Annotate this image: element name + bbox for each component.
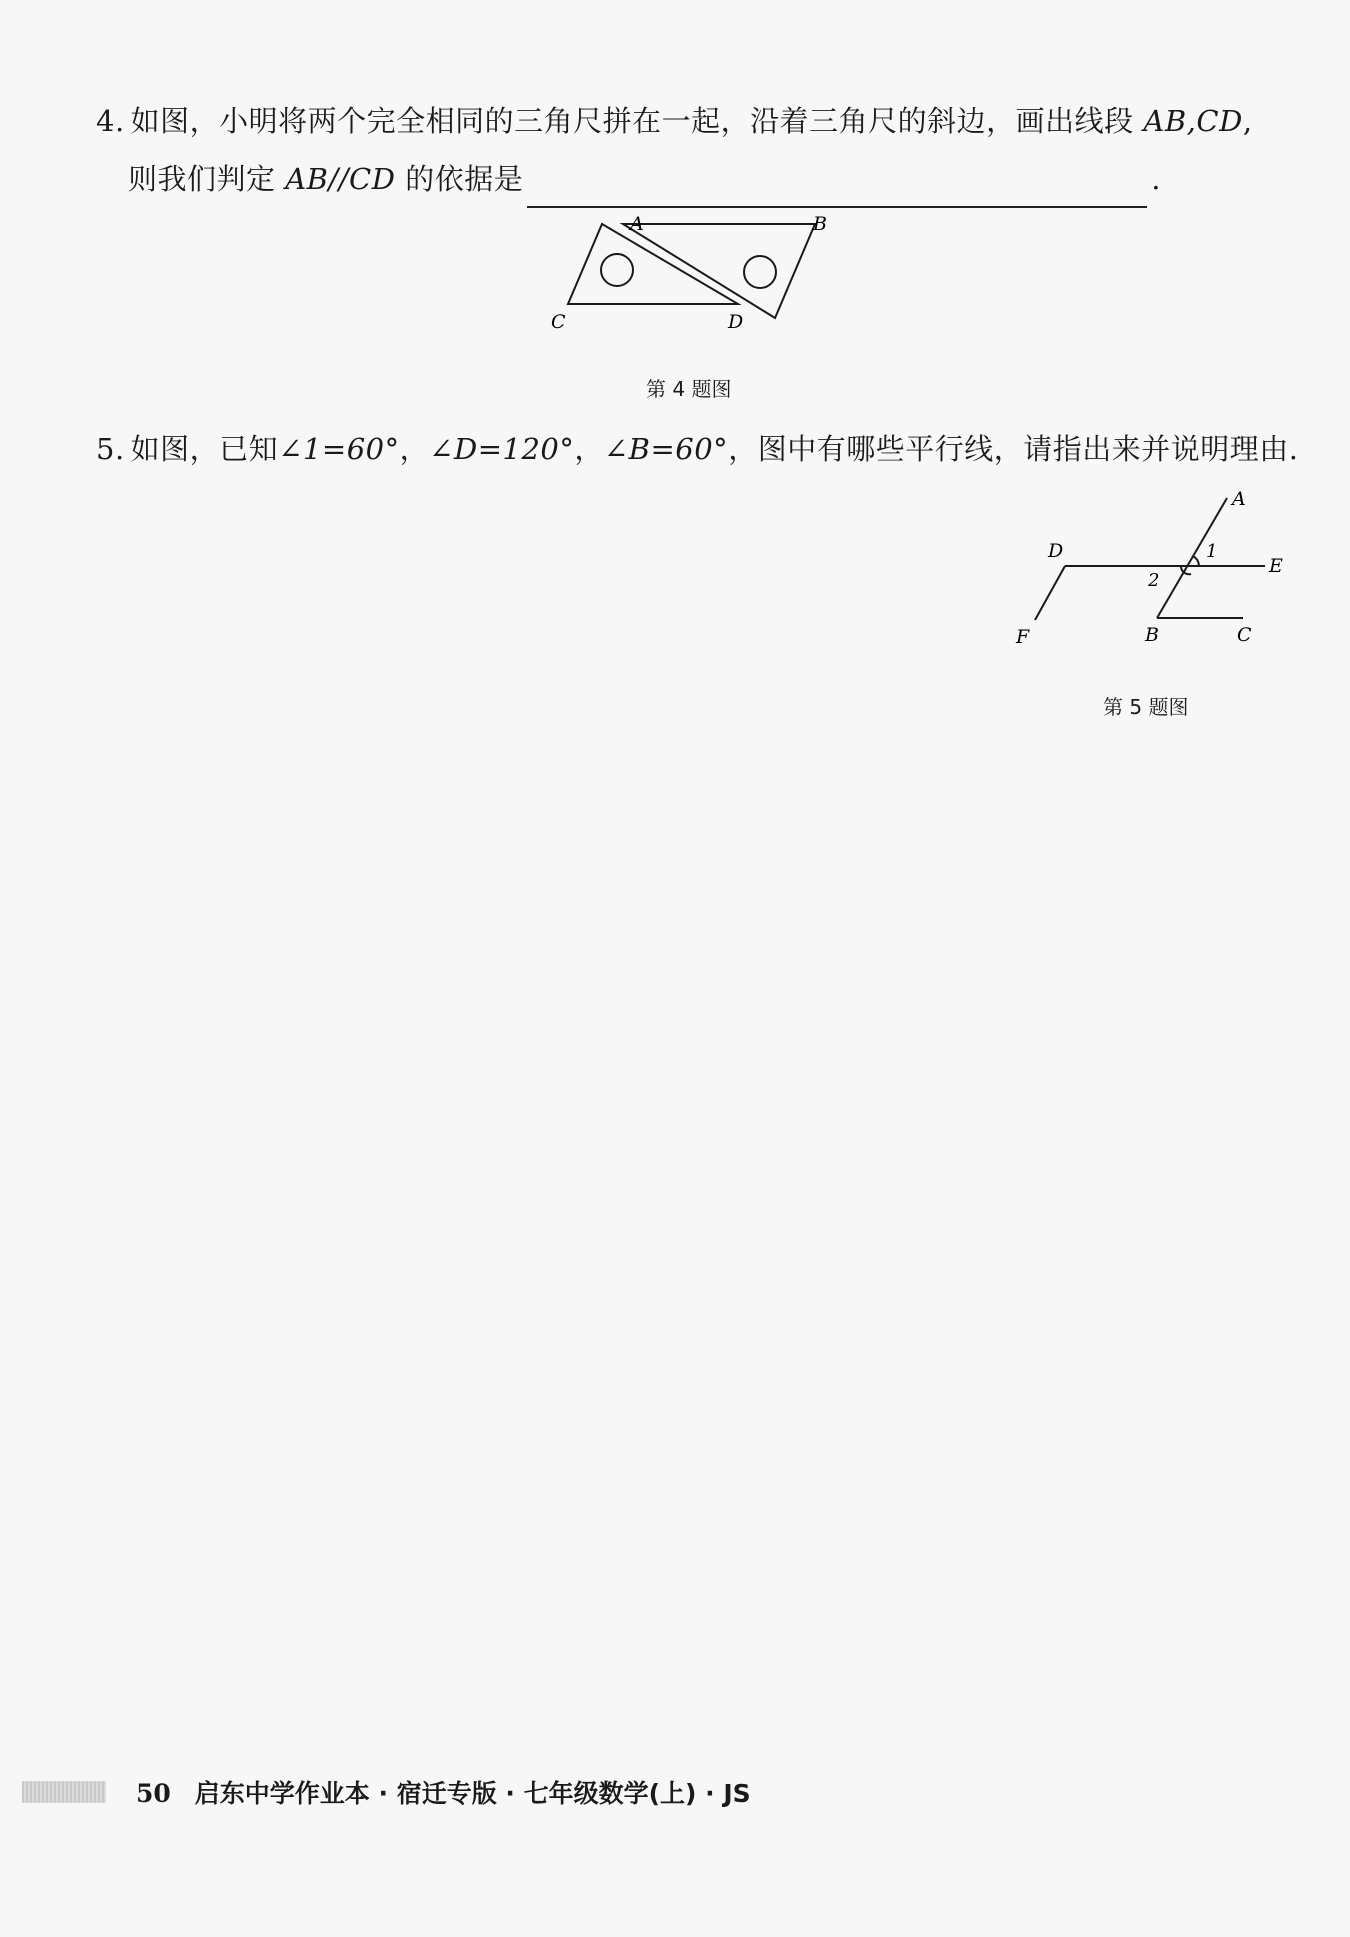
- question-4-parallel-expr: AB//CD: [285, 162, 396, 196]
- label-F5: F: [1016, 626, 1030, 648]
- sep-2: ，: [574, 432, 604, 466]
- angle-1-arc: [1193, 556, 1199, 566]
- angle-B-condition: ∠B=60°: [603, 432, 729, 466]
- question-5: [96, 420, 1316, 478]
- question-4-segments: AB,CD: [1143, 104, 1243, 138]
- question-4-text: 如图，小明将两个完全相同的三角尺拼在一起，沿着三角尺的斜边，画出线段: [130, 104, 1134, 138]
- figure-4-caption: 第 4 题图: [646, 377, 732, 401]
- figure-5: [1005, 480, 1305, 655]
- answer-blank[interactable]: [527, 172, 1147, 208]
- angle-1-condition: ∠1=60°: [278, 432, 400, 466]
- label-C: C: [551, 311, 566, 333]
- question-4-number: 4.: [96, 104, 125, 138]
- figure-4: [545, 210, 845, 335]
- label-angle-1: 1: [1206, 541, 1218, 562]
- angle-D-condition: ∠D=120°: [429, 432, 575, 466]
- page-number: 50: [136, 1779, 171, 1808]
- label-E5: E: [1269, 555, 1283, 577]
- label-B: B: [813, 213, 827, 235]
- question-4-prefix: 则我们判定: [128, 162, 276, 196]
- question-4-suffix: 的依据是: [405, 162, 524, 196]
- question-5-prefix: 如图，已知: [130, 432, 279, 466]
- ruler-hole-1: [601, 254, 633, 286]
- line-DF: [1035, 566, 1065, 620]
- label-A5: A: [1232, 488, 1246, 510]
- figure-5-caption: 第 5 题图: [1103, 695, 1189, 719]
- question-4-line-2: [96, 150, 1296, 208]
- triangle-ruler-1: [568, 224, 738, 304]
- question-4: [96, 92, 1296, 208]
- label-A: A: [630, 213, 644, 235]
- label-C5: C: [1237, 624, 1252, 646]
- label-D5: D: [1048, 540, 1064, 562]
- question-5-suffix: ，图中有哪些平行线，请指出来并说明理由.: [728, 432, 1299, 466]
- label-B5: B: [1145, 624, 1159, 646]
- question-4-period: .: [1151, 162, 1161, 196]
- question-4-line-1: [96, 92, 1296, 150]
- sep-1: ，: [399, 432, 430, 466]
- book-title: 启东中学作业本 · 宿迁专版 · 七年级数学(上) · JS: [194, 1779, 751, 1808]
- label-angle-2: 2: [1148, 570, 1160, 591]
- question-4-comma: ,: [1242, 104, 1253, 138]
- footer-decor-bar: [22, 1781, 106, 1803]
- ruler-hole-2: [744, 256, 776, 288]
- page-footer: [136, 1774, 751, 1810]
- question-5-number: 5.: [96, 432, 125, 466]
- label-D: D: [728, 311, 744, 333]
